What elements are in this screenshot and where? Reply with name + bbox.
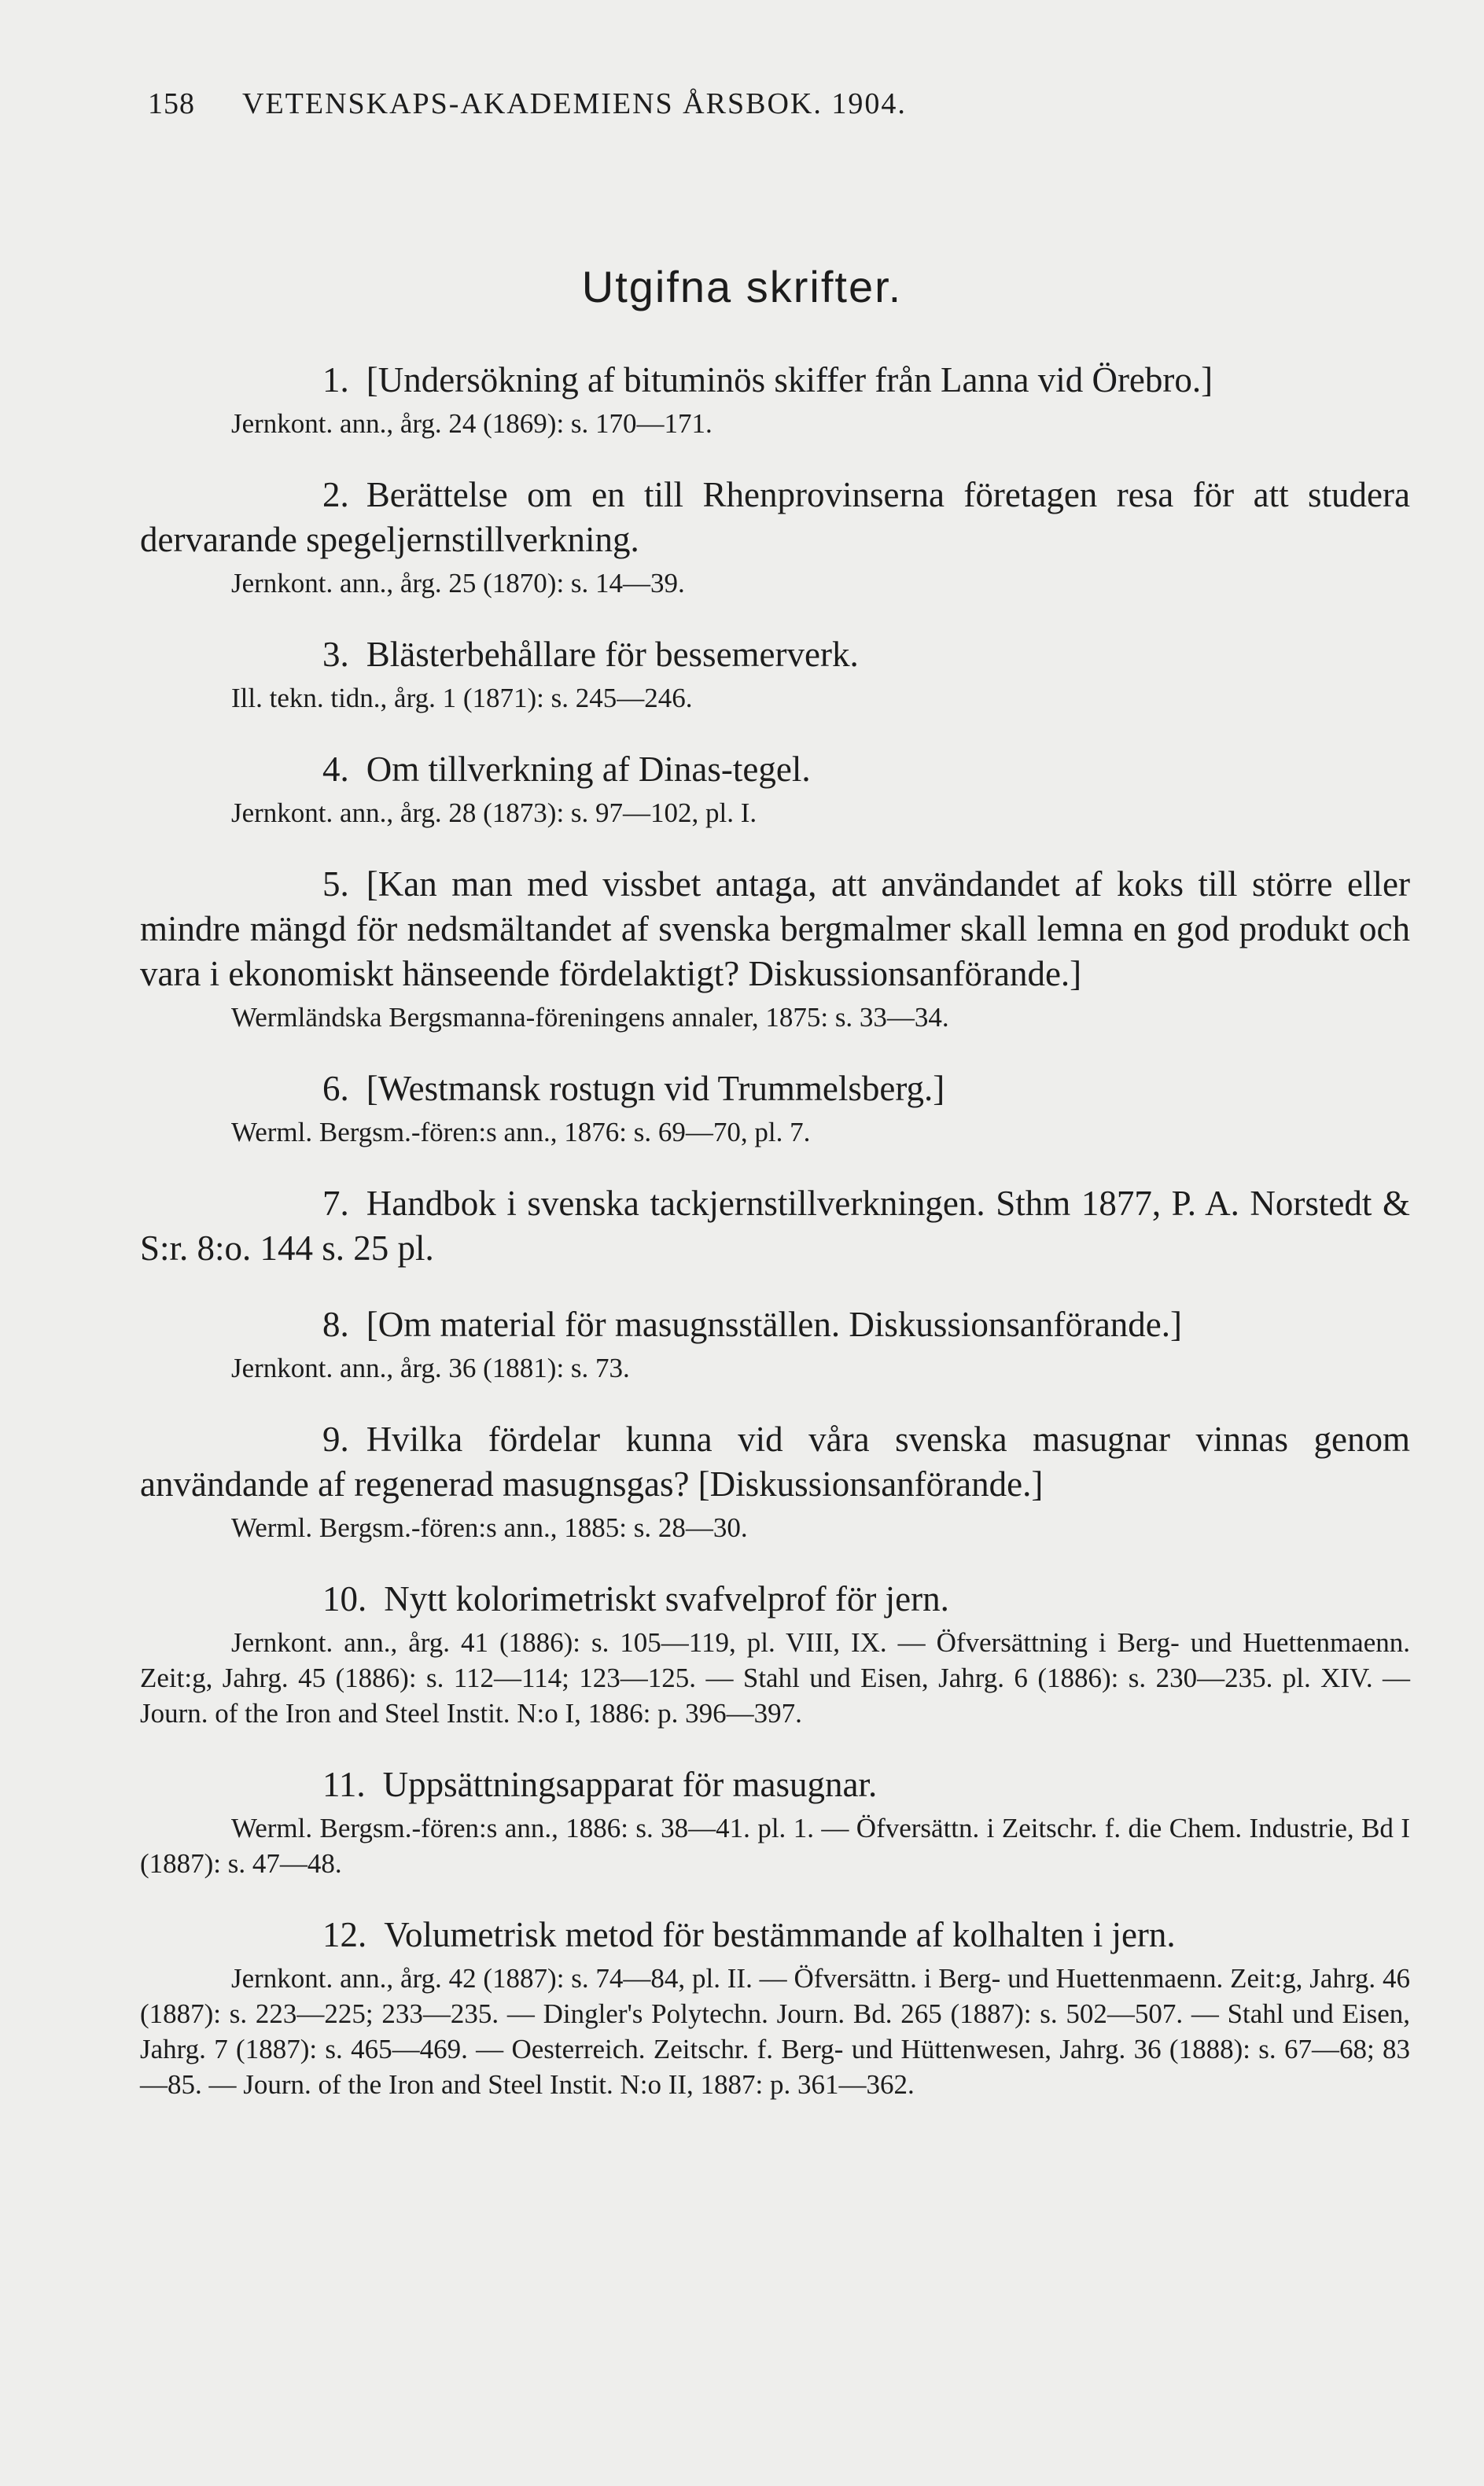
entry-number: 8. — [322, 1305, 349, 1344]
entry-title — [140, 1302, 1410, 1347]
entry-title — [140, 1577, 1410, 1622]
bibliography-entry-2 — [140, 473, 1410, 601]
entry-source: Werml. Bergsm.-fören:s ann., 1885: s. 28—30. — [231, 1512, 748, 1543]
entry-source: Jernkont. ann., årg. 28 (1873): s. 97—102, pl. I. — [231, 797, 757, 828]
entry-number: 11. — [322, 1765, 366, 1804]
section-title: Utgifna skrifter. — [581, 262, 903, 311]
entry-title — [140, 632, 1410, 677]
entry-title-text: Hvilka fördelar kunna vid våra svenska masugnar vinnas genom användande af regenerad masugnsgas? [Diskussionsanförande.] — [140, 1420, 1410, 1504]
entry-title-text: [Westmansk rostugn vid Trummelsberg.] — [366, 1069, 945, 1108]
entry-title-text: Nytt kolorimetriskt svafvelprof för jern. — [384, 1579, 949, 1619]
entry-title-text: [Undersökning af bituminös skiffer från Lanna vid Örebro.] — [366, 360, 1213, 400]
entry-title — [140, 747, 1410, 792]
entry-number: 5. — [322, 864, 349, 904]
entry-number: 1. — [322, 360, 349, 400]
bibliography-entry-4 — [140, 747, 1410, 831]
entry-source: Jernkont. ann., årg. 25 (1870): s. 14—39. — [231, 568, 685, 598]
entry-title-text: Berättelse om en till Rhenprovinserna företagen resa för att studera dervarande spegeljernstillverkning. — [140, 475, 1410, 559]
entry-source: Jernkont. ann., årg. 41 (1886): s. 105—119, pl. VIII, IX. — Öfversättning i Berg- und Huettenmaenn. Zeit:g, Jahrg. 45 (1886): s. 112—114; 123—125. — Stahl und Eisen, Jahrg. 6 (1886): s. 230—235. pl. XIV. — Journ. of the Iron and Steel Instit. N:o I, 1886: p. 396—397. — [140, 1627, 1410, 1729]
entry-title — [140, 1181, 1410, 1271]
entry-number: 6. — [322, 1069, 349, 1108]
entry-title — [140, 1066, 1410, 1111]
entry-source: Ill. tekn. tidn., årg. 1 (1871): s. 245—246. — [231, 683, 693, 713]
entry-number: 12. — [322, 1915, 367, 1954]
entry-title-text: Uppsättningsapparat för masugnar. — [382, 1765, 878, 1804]
bibliography-entry-7 — [140, 1181, 1410, 1271]
bibliography-entry-10 — [140, 1577, 1410, 1731]
entry-title-text: Blästerbehållare för bessemerverk. — [366, 635, 859, 674]
running-head — [148, 87, 1170, 121]
bibliography-entry-3 — [140, 632, 1410, 716]
entry-title-text: Om tillverkning af Dinas-tegel. — [366, 749, 811, 789]
entry-title-text: [Om material för masugnsställen. Diskussionsanförande.] — [366, 1305, 1183, 1344]
entry-title — [140, 1417, 1410, 1507]
entry-source: Jernkont. ann., årg. 36 (1881): s. 73. — [231, 1353, 630, 1383]
entry-source: Jernkont. ann., årg. 24 (1869): s. 170—171. — [231, 408, 713, 439]
entry-source: Jernkont. ann., årg. 42 (1887): s. 74—84, pl. II. — Öfversättn. i Berg- und Huettenmaenn. Zeit:g, Jahrg. 46 (1887): s. 223—225; 233—235. — Dingler's Polytechn. Journ. Bd. 265 (1887): s. 502—507. — Stahl und Eisen, Jahrg. 7 (1887): s. 465—469. — Oesterreich. Zeitschr. f. Berg- und Hüttenwesen, Jahrg. 36 (1888): s. 67—68; 83—85. — Journ. of the Iron and Steel Instit. N:o II, 1887: p. 361—362. — [140, 1963, 1410, 2100]
bibliography-entry-5 — [140, 862, 1410, 1035]
bibliography-entry-12 — [140, 1913, 1410, 2102]
entry-title — [140, 862, 1410, 996]
entry-number: 2. — [322, 475, 349, 514]
bibliography-entry-9 — [140, 1417, 1410, 1545]
entry-number: 4. — [322, 749, 349, 789]
bibliography-entry-8 — [140, 1302, 1410, 1386]
entry-title-text: Handbok i svenska tackjernstillverkningen. Sthm 1877, P. A. Norstedt & S:r. 8:o. 144 s. 25 pl. — [140, 1184, 1410, 1268]
entry-number: 7. — [322, 1184, 349, 1223]
bibliography-list — [140, 358, 1410, 2134]
entry-number: 10. — [322, 1579, 367, 1619]
entry-title — [140, 358, 1410, 403]
entry-title-text: [Kan man med vissbet antaga, att användandet af koks till större eller mindre mängd för nedsmältandet af svenska bergmalmer skall lemna en god produkt och vara i ekonomiskt hänseende fördelaktigt? Diskussionsanförande.] — [140, 864, 1410, 993]
entry-number: 9. — [322, 1420, 349, 1459]
entry-source: Werml. Bergsm.-fören:s ann., 1886: s. 38—41. pl. 1. — Öfversättn. i Zeitschr. f. die Chem. Industrie, Bd I (1887): s. 47—48. — [140, 1813, 1410, 1879]
entry-source: Wermländska Bergsmanna-föreningens annaler, 1875: s. 33—34. — [231, 1002, 949, 1033]
entry-title — [140, 1913, 1410, 1957]
bibliography-entry-1 — [140, 358, 1410, 441]
bibliography-entry-6 — [140, 1066, 1410, 1150]
journal-title: VETENSKAPS-AKADEMIENS ÅRSBOK. 1904. — [242, 87, 907, 120]
entry-number: 3. — [322, 635, 349, 674]
page-number: 158 — [148, 87, 195, 120]
entry-title — [140, 473, 1410, 562]
entry-title-text: Volumetrisk metod för bestämmande af kolhalten i jern. — [384, 1915, 1176, 1954]
bibliography-entry-11 — [140, 1762, 1410, 1881]
entry-title — [140, 1762, 1410, 1807]
entry-source: Werml. Bergsm.-fören:s ann., 1876: s. 69—70, pl. 7. — [231, 1117, 811, 1147]
